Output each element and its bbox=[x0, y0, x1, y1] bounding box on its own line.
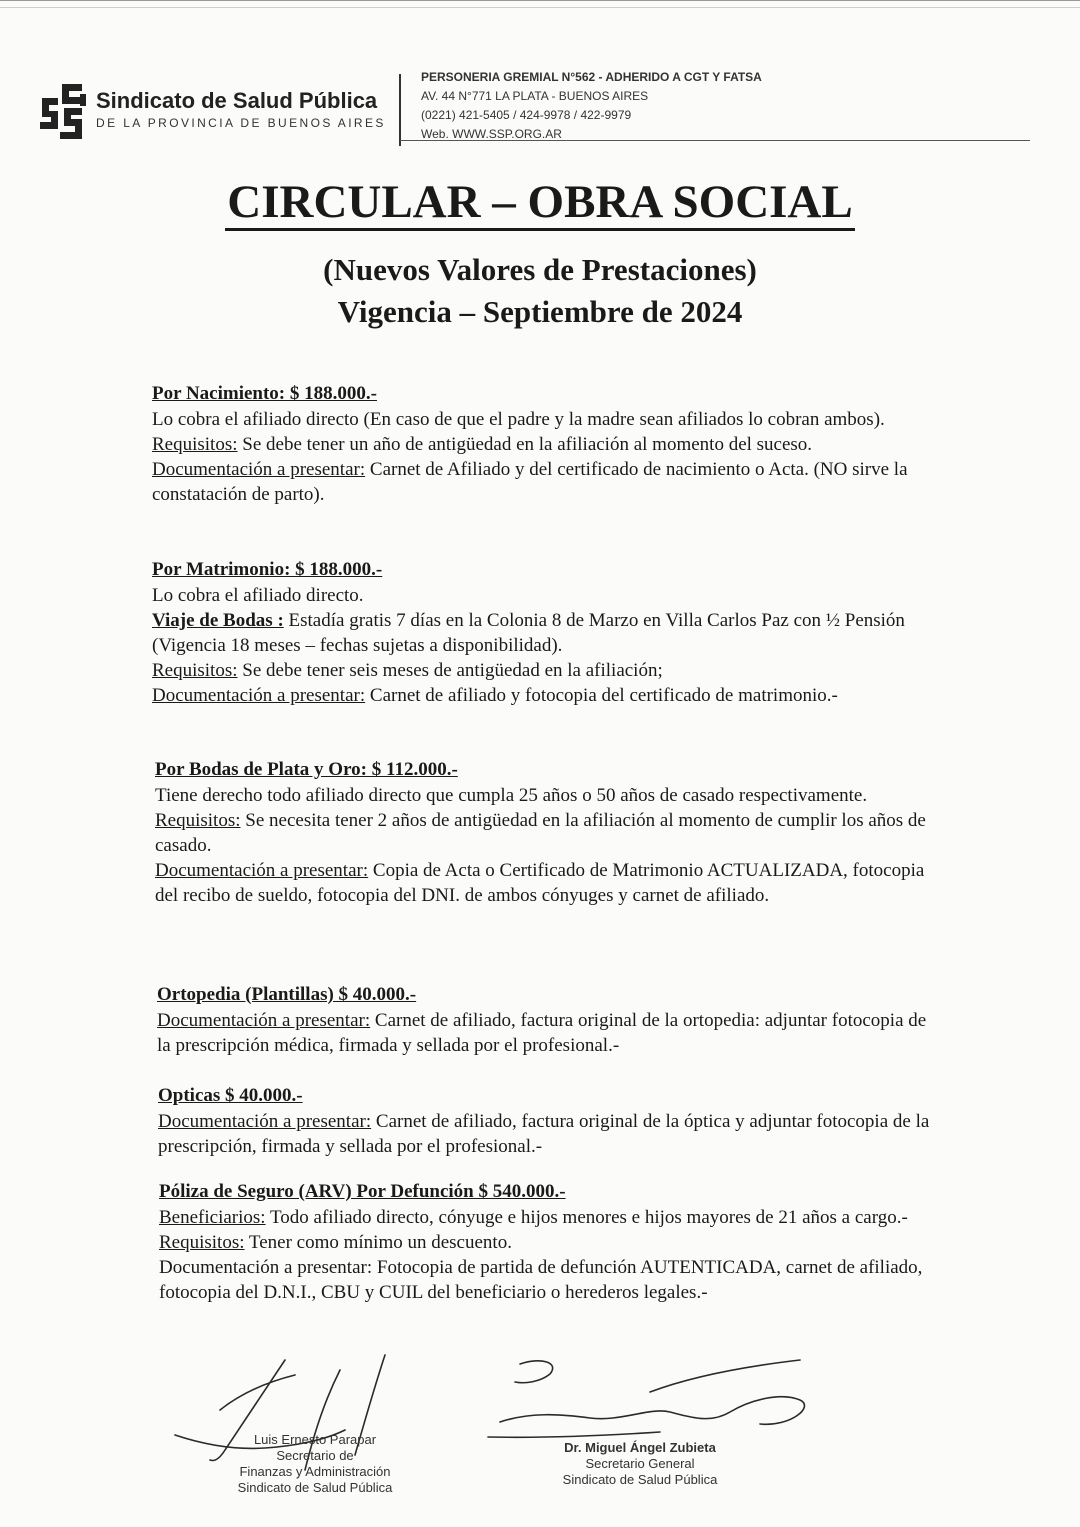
letterhead-info bbox=[421, 68, 762, 144]
page-top-border bbox=[0, 0, 1080, 8]
documentation bbox=[155, 858, 935, 908]
requirements-text: Se necesita tener 2 años de antigüedad en la afiliación al momento de cumplir los años de casado. bbox=[155, 810, 926, 856]
section-ortopedia bbox=[157, 982, 937, 1058]
documentation-text: Carnet de afiliado, factura original de la óptica y adjuntar fotocopia de la prescripción, firmada y sellada por el profesional.- bbox=[158, 1111, 930, 1157]
section-text: Lo cobra el afiliado directo. bbox=[152, 585, 364, 606]
info-personeria: PERSONERIA GREMIAL N°562 - ADHERIDO A CGT Y FATSA bbox=[421, 70, 762, 84]
requirements bbox=[155, 808, 935, 858]
documentation-label: Documentación a presentar: bbox=[155, 860, 369, 881]
signer-left-role2: Finanzas y Administración bbox=[239, 1464, 391, 1479]
documentation-text: Carnet de afiliado y fotocopia del certificado de matrimonio.- bbox=[365, 685, 838, 706]
ssp-logo bbox=[36, 80, 92, 142]
documentation-text: Carnet de afiliado, factura original de la ortopedia: adjuntar fotocopia de la prescripción médica, firmada y sellada por el profesional.- bbox=[157, 1010, 927, 1056]
org-name: Sindicato de Salud Pública bbox=[96, 88, 378, 113]
beneficiaries-text: Todo afiliado directo, cónyuge e hijos menores e hijos mayores de 21 años a cargo.- bbox=[265, 1207, 908, 1228]
signer-right-org: Sindicato de Salud Pública bbox=[562, 1472, 718, 1487]
subtitle-line2: Vigencia – Septiembre de 2024 bbox=[337, 294, 743, 329]
beneficiaries bbox=[159, 1205, 939, 1230]
requirements-label: Requisitos: bbox=[159, 1232, 245, 1253]
beneficiaries-label: Beneficiarios: bbox=[159, 1207, 266, 1228]
section-text: Lo cobra el afiliado directo (En caso de que el padre y la madre sean afiliados lo cobran ambos). bbox=[152, 409, 885, 430]
signature-left-block bbox=[200, 1432, 430, 1496]
requirements-label: Requisitos: bbox=[155, 810, 241, 831]
requirements-text: Se debe tener seis meses de antigüedad en la afiliación; bbox=[237, 660, 663, 681]
info-phones: (0221) 421-5405 / 424-9978 / 422-9979 bbox=[421, 108, 632, 122]
documentation-label: Documentación a presentar: bbox=[152, 685, 366, 706]
info-address: AV. 44 N°771 LA PLATA - BUENOS AIRES bbox=[421, 89, 649, 103]
documentation-text: Carnet de Afiliado y del certificado de nacimiento o Acta. (NO sirve la constatación de parto). bbox=[152, 459, 908, 505]
document-title bbox=[0, 176, 1080, 231]
subtitle-line1: (Nuevos Valores de Prestaciones) bbox=[323, 252, 757, 287]
org-subtitle: DE LA PROVINCIA DE BUENOS AIRES bbox=[96, 116, 386, 130]
documentation bbox=[152, 683, 932, 708]
signer-left-org: Sindicato de Salud Pública bbox=[237, 1480, 393, 1495]
info-web: Web. WWW.SSP.ORG.AR bbox=[421, 127, 562, 141]
section-text: Tiene derecho todo afiliado directo que cumpla 25 años o 50 años de casado respectivamente. bbox=[155, 785, 868, 806]
section-poliza bbox=[159, 1179, 939, 1305]
signer-left-role1: Secretario de bbox=[276, 1448, 354, 1463]
signer-right-name: Dr. Miguel Ángel Zubieta bbox=[564, 1440, 716, 1455]
documentation-text: Documentación a presentar: Fotocopia de partida de defunción AUTENTICADA, carnet de afiliado, fotocopia del D.N.I., CBU y CUIL del beneficiario o herederos legales.- bbox=[159, 1257, 923, 1303]
section-heading: Por Matrimonio: $ 188.000.- bbox=[152, 559, 383, 580]
requirements-text: Se debe tener un año de antigüedad en la afiliación al momento del suceso. bbox=[237, 434, 813, 455]
section-heading: Póliza de Seguro (ARV) Por Defunción $ 540.000.- bbox=[159, 1181, 566, 1202]
signature-right-block bbox=[520, 1440, 760, 1488]
section-heading: Por Bodas de Plata y Oro: $ 112.000.- bbox=[155, 759, 458, 780]
letterhead-rule bbox=[400, 140, 1030, 141]
requirements bbox=[159, 1230, 939, 1255]
requirements bbox=[152, 658, 932, 683]
documentation bbox=[158, 1109, 938, 1159]
requirements-label: Requisitos: bbox=[152, 434, 238, 455]
section-heading: Ortopedia (Plantillas) $ 40.000.- bbox=[157, 984, 417, 1005]
signature-right-scribble bbox=[480, 1352, 820, 1447]
section-nacimiento bbox=[152, 381, 932, 507]
signer-left-name: Luis Ernesto Parapar bbox=[253, 1432, 377, 1447]
documentation-label: Documentación a presentar: bbox=[158, 1111, 372, 1132]
documentation-text: Copia de Acta o Certificado de Matrimonio ACTUALIZADA, fotocopia del recibo de sueldo, fotocopia del DNI. de ambos cónyuges y carnet de afiliado. bbox=[155, 860, 925, 906]
section-opticas bbox=[158, 1083, 938, 1159]
signer-right-role: Secretario General bbox=[585, 1456, 695, 1471]
documentation-label: Documentación a presentar: bbox=[157, 1010, 371, 1031]
section-heading: Por Nacimiento: $ 188.000.- bbox=[152, 383, 377, 404]
requirements-label: Requisitos: bbox=[152, 660, 238, 681]
documentation-label: Documentación a presentar: bbox=[152, 459, 366, 480]
honeymoon-text: Estadía gratis 7 días en la Colonia 8 de Marzo en Villa Carlos Paz con ½ Pensión (Vigencia 18 meses – fechas sujetas a disponibilidad). bbox=[152, 610, 905, 656]
documentation bbox=[152, 457, 932, 507]
honeymoon-label: Viaje de Bodas : bbox=[152, 610, 284, 631]
section-bodas bbox=[155, 757, 935, 908]
letterhead-divider bbox=[399, 74, 401, 146]
documentation bbox=[157, 1008, 937, 1058]
requirements bbox=[152, 432, 932, 457]
honeymoon bbox=[152, 608, 932, 658]
section-heading: Opticas $ 40.000.- bbox=[158, 1085, 303, 1106]
section-matrimonio bbox=[152, 557, 932, 708]
requirements-text: Tener como mínimo un descuento. bbox=[244, 1232, 512, 1253]
document-title-text: CIRCULAR – OBRA SOCIAL bbox=[225, 176, 854, 231]
